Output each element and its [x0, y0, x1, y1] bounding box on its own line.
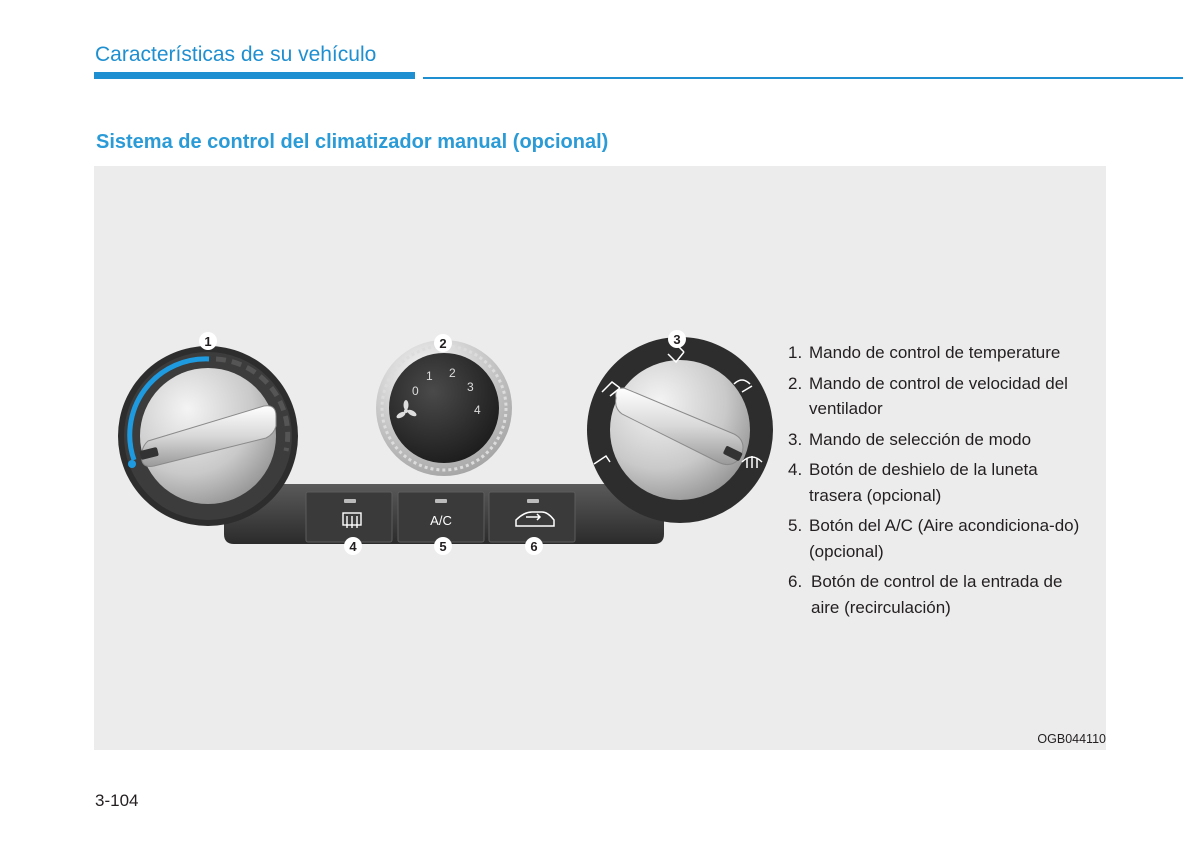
- legend-number: 2.: [788, 373, 803, 393]
- callout-4: [344, 537, 362, 555]
- legend-text: Botón de control de la entrada de aire (recirculación): [811, 572, 1063, 617]
- legend-item: [788, 513, 1088, 564]
- legend-number: 6.: [788, 572, 803, 591]
- callout-3: [668, 330, 686, 348]
- mode-knob: [587, 337, 773, 523]
- svg-text:6: 6: [530, 539, 538, 554]
- ac-button-label: A/C: [430, 513, 452, 528]
- callout-1: [199, 332, 217, 350]
- legend-number: 5.: [788, 516, 803, 535]
- svg-text:3: 3: [673, 332, 681, 347]
- fan-speed-1: 1: [426, 369, 433, 383]
- indicator-5: [435, 499, 447, 503]
- legend-text: Botón de deshielo de la luneta trasera (opcional): [809, 460, 1038, 505]
- legend-number: 4.: [788, 460, 803, 479]
- header-title: Características de su vehículo: [95, 43, 377, 66]
- svg-text:1: 1: [204, 334, 212, 349]
- fan-speed-0: 0: [412, 384, 419, 398]
- legend-number: 3.: [788, 429, 803, 449]
- header-rule-thin: [423, 77, 1183, 79]
- indicator-4: [344, 499, 356, 503]
- section-title: Sistema de control del climatizador manual (opcional): [96, 131, 609, 153]
- svg-text:4: 4: [349, 539, 357, 554]
- fan-speed-2: 2: [449, 366, 456, 380]
- legend-number: 1.: [788, 343, 803, 362]
- fan-speed-3: 3: [467, 380, 474, 394]
- legend-text: Mando de selección de modo: [809, 429, 1032, 449]
- fan-speed-4: 4: [474, 403, 481, 417]
- legend-list: [788, 340, 1088, 625]
- fan-speed-knob: [376, 340, 512, 476]
- legend-item: [788, 569, 1088, 620]
- callout-6: [525, 537, 543, 555]
- legend-item: [788, 427, 1088, 453]
- legend-item: [788, 340, 1088, 366]
- callout-2: [434, 334, 452, 352]
- indicator-6: [527, 499, 539, 503]
- figure-code: OGB044110: [1037, 732, 1106, 746]
- legend-text: Mando de control de temperature: [809, 343, 1061, 362]
- header-rule-thick: [94, 72, 415, 79]
- svg-text:5: 5: [439, 539, 447, 554]
- callout-5: [434, 537, 452, 555]
- legend-item: [788, 371, 1088, 422]
- legend-text: Botón del A/C (Aire acondiciona-do) (opcional): [809, 516, 1080, 561]
- legend-text: Mando de control de velocidad del ventilador: [809, 373, 1068, 418]
- page-number: 3-104: [95, 791, 139, 810]
- legend-item: [788, 457, 1088, 508]
- svg-text:2: 2: [439, 336, 447, 351]
- temperature-knob: [118, 346, 298, 526]
